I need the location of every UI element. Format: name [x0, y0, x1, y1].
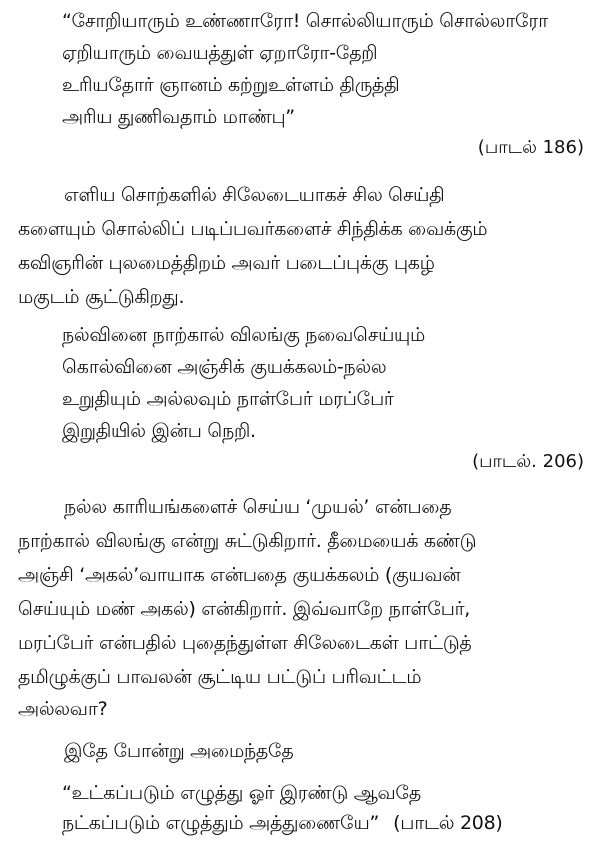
paragraph-line: செய்யும் மண் அகல்) என்கிறார். இவ்வாறே நாள்பேர், — [18, 598, 470, 620]
verse-line: ஏறியாரும் வையத்துள் ஏறாரோ-தேறி — [62, 42, 378, 64]
paragraph-line: நல்ல காரியங்களைச் செய்ய ‘முயல்’ என்பதை — [64, 496, 452, 518]
verse-line: உரியதோர் ஞானம் கற்றுஉள்ளம் திருத்தி — [62, 74, 400, 96]
verse-reference: (பாடல் 208) — [393, 812, 503, 834]
verse-line — [62, 810, 502, 836]
verse-line: “உட்கப்படும் எழுத்து ஓர் இரண்டு ஆவதே — [62, 782, 421, 804]
paragraph-line: எளிய சொற்களில் சிலேடையாகச் சில செய்தி — [64, 184, 445, 206]
verse-text: நட்கப்படும் எழுத்தும் அத்துணையே” — [62, 812, 380, 834]
paragraph-line: தமிழுக்குப் பாவலன் சூட்டிய பட்டுப் பரிவட்டம் — [18, 666, 422, 688]
verse-line: அரிய துணிவதாம் மாண்பு” — [62, 106, 295, 128]
verse-line: கொல்வினை அஞ்சிக் குயக்கலம்-நல்ல — [62, 356, 387, 378]
paragraph-line: மகுடம் சூட்டுகிறது. — [18, 286, 185, 308]
paragraph-line: அஞ்சி ‘அகல்’வாயாக என்பதை குயக்கலம் (குயவன் — [18, 564, 461, 586]
paragraph-line: இதே போன்று அமைந்ததே — [64, 740, 294, 762]
paragraph-line: அல்லவா? — [18, 698, 108, 720]
verse-reference: (பாடல் 186) — [477, 137, 584, 158]
paragraph-line: நாற்கால் விலங்கு என்று சுட்டுகிறார். தீமையைக் கண்டு — [18, 530, 477, 552]
paragraph-line: களையும் சொல்லிப் படிப்பவர்களைச் சிந்திக்க வைக்கும் — [18, 218, 488, 240]
verse-line: “சோறியாரும் உண்ணாரோ! சொல்லியாரும் சொல்லாரோ — [62, 10, 548, 32]
paragraph-line: கவிஞரின் புலமைத்திறம் அவர் படைப்புக்கு புகழ் — [18, 252, 435, 274]
paragraph-line: மரப்பேர் என்பதில் புதைந்துள்ள சிலேடைகள் பாட்டுத் — [18, 632, 472, 654]
verse-line: உறுதியும் அல்லவும் நாள்பேர் மரப்பேர் — [62, 388, 394, 410]
verse-line: இறுதியில் இன்ப நெறி. — [62, 420, 256, 442]
verse-line: நல்வினை நாற்கால் விலங்கு நவைசெய்யும் — [62, 324, 426, 346]
verse-reference: (பாடல். 206) — [472, 451, 584, 472]
